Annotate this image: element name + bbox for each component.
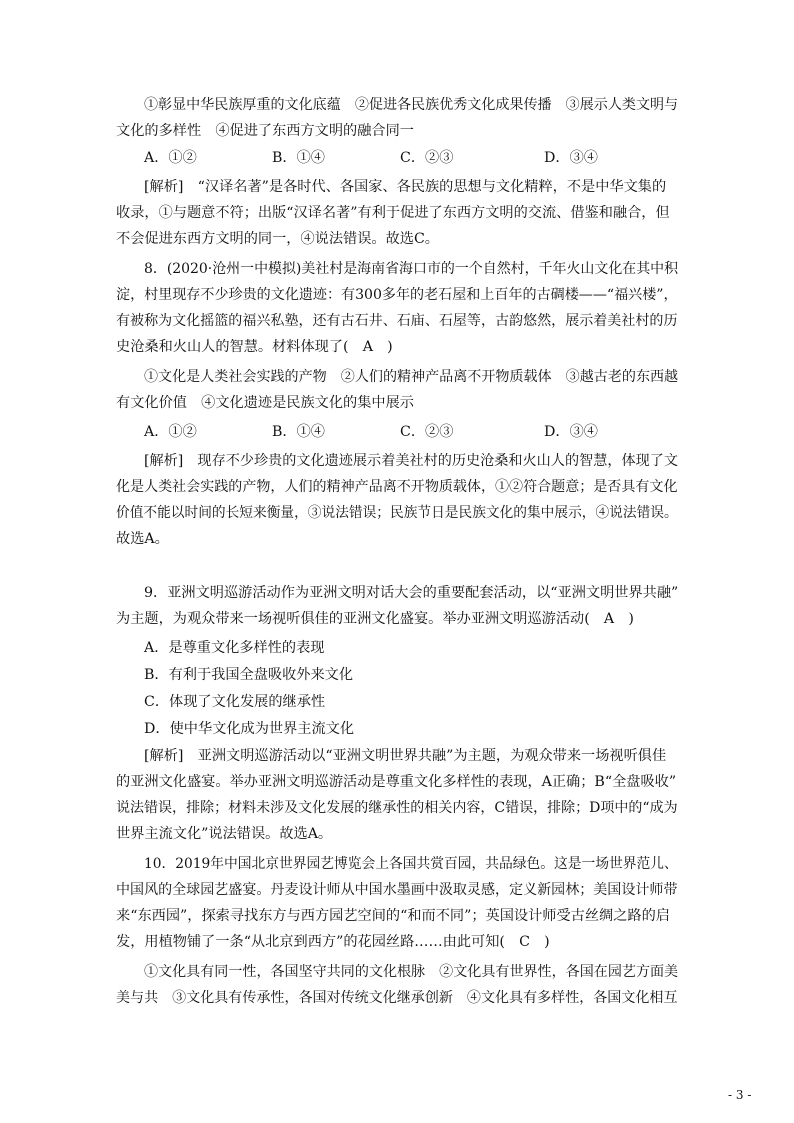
choice-a: A．①② bbox=[144, 150, 197, 166]
question-10-stem: 10．2019年中国北京世界园艺博览会上各国共赏百园，共品绿色。这是一场世界范儿、 bbox=[144, 856, 678, 872]
choice-c: C．②③ bbox=[400, 150, 454, 166]
question-8-stem-cont: 有被称为文化摇篮的福兴私塾，还有古石井、石庙、石屋等，古韵悠然，展示着美社村的历 bbox=[116, 313, 678, 329]
question-8-stem: 8．(2020·沧州一中模拟)美社村是海南省海口市的一个自然村，千年火山文化在其中积 bbox=[144, 261, 679, 277]
question-10-option-statements: ①文化具有同一性，各国坚守共同的文化根脉 ②文化具有世界性，各国在园艺方面美 bbox=[144, 964, 679, 980]
question-9-analysis-cont: 的亚洲文化盛宴。举办亚洲文明巡游活动是尊重文化多样性的表现，A正确；B“全盘吸收” bbox=[116, 774, 677, 790]
question-9-stem-end: 为主题，为观众带来一场视听俱佳的亚洲文化盛宴。举办亚洲文明巡游活动( A ) bbox=[116, 611, 634, 627]
choice-c: C．②③ bbox=[400, 424, 454, 440]
question-8-analysis-end: 故选A。 bbox=[116, 531, 169, 547]
question-8-stem-end: 史沧桑和火山人的智慧。材料体现了( A ) bbox=[116, 339, 393, 355]
question-9-choice-c: C．体现了文化发展的继承性 bbox=[144, 694, 326, 710]
question-10-stem-end: 发，用植物铺了一条“从北京到西方”的花园丝路……由此可知( C ) bbox=[116, 934, 550, 950]
page-number: - 3 - bbox=[728, 1088, 752, 1102]
question-8-option-statements-cont: 有文化价值 ④文化遗迹是民族文化的集中展示 bbox=[116, 395, 414, 411]
choice-d: D．③④ bbox=[544, 424, 598, 440]
question-7-option-statements-cont: 文化的多样性 ④促进了东西方文明的融合同一 bbox=[116, 123, 414, 139]
choice-b: B．①④ bbox=[272, 424, 325, 440]
question-9-choice-b: B．有利于我国全盘吸收外来文化 bbox=[144, 667, 354, 683]
question-8-analysis-cont: 化是人类社会实践的产物，人们的精神产品离不开物质载体，①②符合题意；是否具有文化 bbox=[116, 479, 678, 495]
question-9-choice-d: D．使中华文化成为世界主流文化 bbox=[144, 721, 355, 737]
question-9-choice-a: A．是尊重文化多样性的表现 bbox=[144, 640, 325, 656]
question-7-analysis-cont: 收录，①与题意不符；出版“汉译名著”有利于促进了东西方文明的交流、借鉴和融合，但 bbox=[116, 205, 670, 221]
question-9-stem: 9．亚洲文明巡游活动作为亚洲文明对话大会的重要配套活动，以“亚洲文明世界共融” bbox=[144, 585, 679, 601]
question-8-analysis: [解析] 现存不少珍贵的文化遗迹展示着美社村的历史沧桑和火山人的智慧，体现了文 bbox=[144, 453, 679, 469]
question-8-option-statements: ①文化是人类社会实践的产物 ②人们的精神产品离不开物质载体 ③越古老的东西越 bbox=[144, 369, 679, 385]
question-7-analysis-end: 不会促进东西方文明的同一，④说法错误。故选C。 bbox=[116, 231, 439, 247]
question-10-stem-cont: 中国风的全球园艺盛宴。丹麦设计师从中国水墨画中汲取灵感，定义新园林；美国设计师带 bbox=[116, 882, 678, 898]
question-10-option-statements-cont: 美与共 ③文化具有传承性，各国对传统文化继承创新 ④文化具有多样性，各国文化相互 bbox=[116, 990, 678, 1006]
question-7-option-statements: ①彰显中华民族厚重的文化底蕴 ②促进各民族优秀文化成果传播 ③展示人类文明与 bbox=[144, 97, 679, 113]
choice-d: D．③④ bbox=[544, 150, 598, 166]
question-8-analysis-cont: 价值不能以时间的长短来衡量，③说法错误；民族节日是民族文化的集中展示，④说法错误。 bbox=[116, 505, 678, 521]
choice-a: A．①② bbox=[144, 424, 197, 440]
choice-b: B．①④ bbox=[272, 150, 325, 166]
question-9-analysis: [解析] 亚洲文明巡游活动以“亚洲文明世界共融”为主题，为观众带来一场视听俱佳 bbox=[144, 748, 667, 764]
question-10-stem-cont: 来“东西园”，探索寻找东方与西方园艺空间的“和而不同”；英国设计师受古丝绸之路的启 bbox=[116, 908, 670, 924]
question-7-analysis: [解析] “汉译名著”是各时代、各国家、各民族的思想与文化精粹，不是中华文集的 bbox=[144, 179, 667, 195]
question-9-analysis-cont: 说法错误，排除；材料未涉及文化发展的继承性的相关内容，C错误，排除；D项中的“成为 bbox=[116, 800, 678, 816]
question-8-stem-cont: 淀，村里现存不少珍贵的文化遗迹：有300多年的老石屋和上百年的古碉楼——“福兴楼”， bbox=[116, 287, 678, 303]
question-9-analysis-end: 世界主流文化”说法错误。故选A。 bbox=[116, 826, 333, 842]
